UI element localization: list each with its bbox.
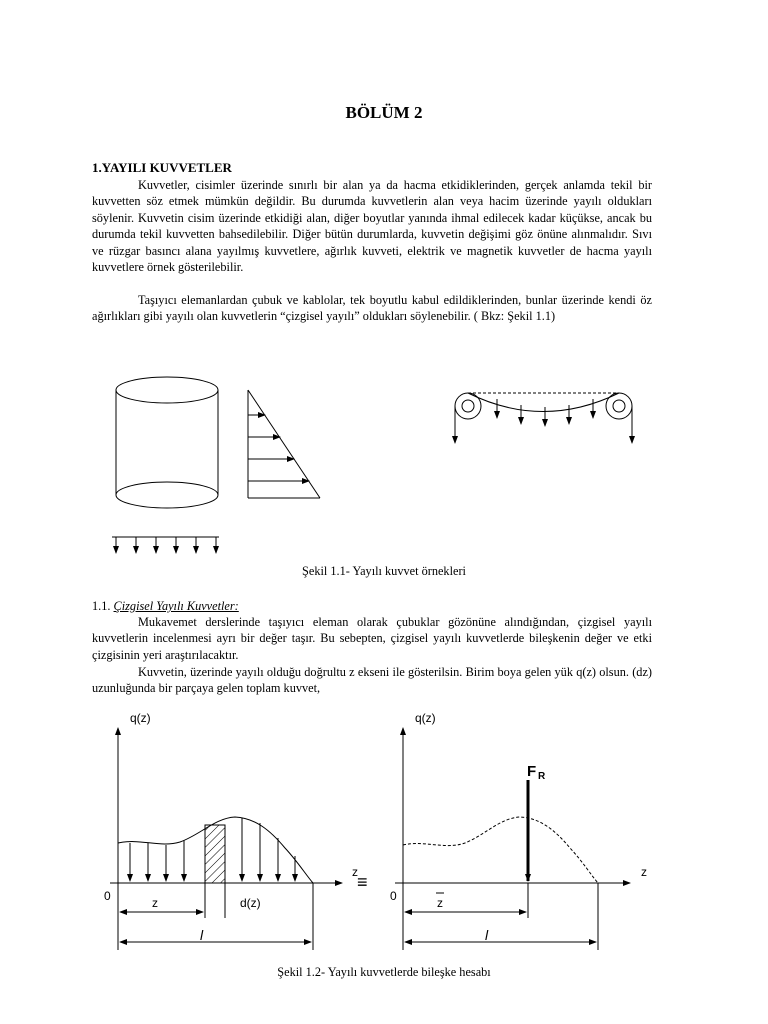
paragraph-3-text: Mukavemet derslerinde taşıyıcı eleman olarak çubuklar gözönüne alındığından, çizgisel yayılı kuvvetlerin incelenmesi ayrı bir değer taşır. Bu sebepten, çizgisel yayılı kuvvetlerde bileşkenin değer ve etki çizgisinin yeri araştırılacaktır. xyxy=(92,615,652,662)
figure-1-2-caption: Şekil 1.2- Yayılı kuvvetlerde bileşke hesabı xyxy=(277,965,491,979)
dz-strip xyxy=(205,825,225,883)
left-axis-label: q(z) xyxy=(130,711,151,725)
resultant-force-label: F xyxy=(527,763,537,780)
left-load-diagram xyxy=(110,728,342,950)
zbar-label: z xyxy=(437,896,443,910)
left-origin-label: 0 xyxy=(104,889,111,903)
right-axis-label: q(z) xyxy=(415,711,436,725)
equivalence-sign: ≡ xyxy=(357,872,368,892)
paragraph-1-text: Kuvvetler, cisimler üzerinde sınırlı bir alan ya da hacma etkidiklerinden, gerçek anlamda tekil bir kuvvetten söz etmek mümkün değildir. Bu durumda kuvvetlerin alan veya hacim üzerinde yayılı oldukları söylenir. Kuvvetin cisim üzerinde etkidiği alan, diğer boyutlar yanında ihmal edilecek kadar küçükse, ancak bu durumda tekil kuvvetten bahsedilebilir. Diğer bütün durumlarda, kuvvetin değişimi göz önüne alınmalıdır. Sıvı ve rüzgar basıncı alana yayılmış kuvvetlere, ağırlık kuvveti, elektrik ve magnetik kuvvetler de hacma yayılı kuvvetlere örnek gösterilebilir. xyxy=(92,178,652,275)
section-title: 1.YAYILI KUVVETLER xyxy=(92,160,232,175)
figure-1-1-caption: Şekil 1.1- Yayılı kuvvet örnekleri xyxy=(302,564,466,578)
subsection-number: 1.1. xyxy=(92,599,111,613)
right-z-axis-label: z xyxy=(641,865,647,879)
right-load-diagram xyxy=(395,728,630,950)
dashed-load-curve xyxy=(403,817,598,883)
paragraph-2-text: Taşıyıcı elemanlardan çubuk ve kablolar, tek boyutlu kabul edildiklerinden, bunlar üzerinde kendi öz ağırlıkları gibi yayılı olan kuvvetlerin “çizgisel yayılı” oldukları söylenebilir. ( Bkz: Şekil 1.1) xyxy=(92,293,652,324)
chapter-title: BÖLÜM 2 xyxy=(345,103,423,122)
resultant-force-subscript: R xyxy=(538,771,546,782)
paragraph-4-text: Kuvvetin, üzerinde yayılı olduğu doğrultu z ekseni ile gösterilsin. Birim boya gelen yük q(z) olsun. (dz) uzunluğunda bir parçaya gelen toplam kuvvet, xyxy=(92,665,652,696)
left-z-label: z xyxy=(152,896,158,910)
subsection-title: Çizgisel Yayılı Kuvvetler: xyxy=(113,599,239,613)
left-length-label: l xyxy=(200,927,204,943)
right-length-label: l xyxy=(485,927,489,943)
dz-label: d(z) xyxy=(240,896,261,910)
right-origin-label: 0 xyxy=(390,889,397,903)
left-z-axis-label: z xyxy=(352,865,358,879)
